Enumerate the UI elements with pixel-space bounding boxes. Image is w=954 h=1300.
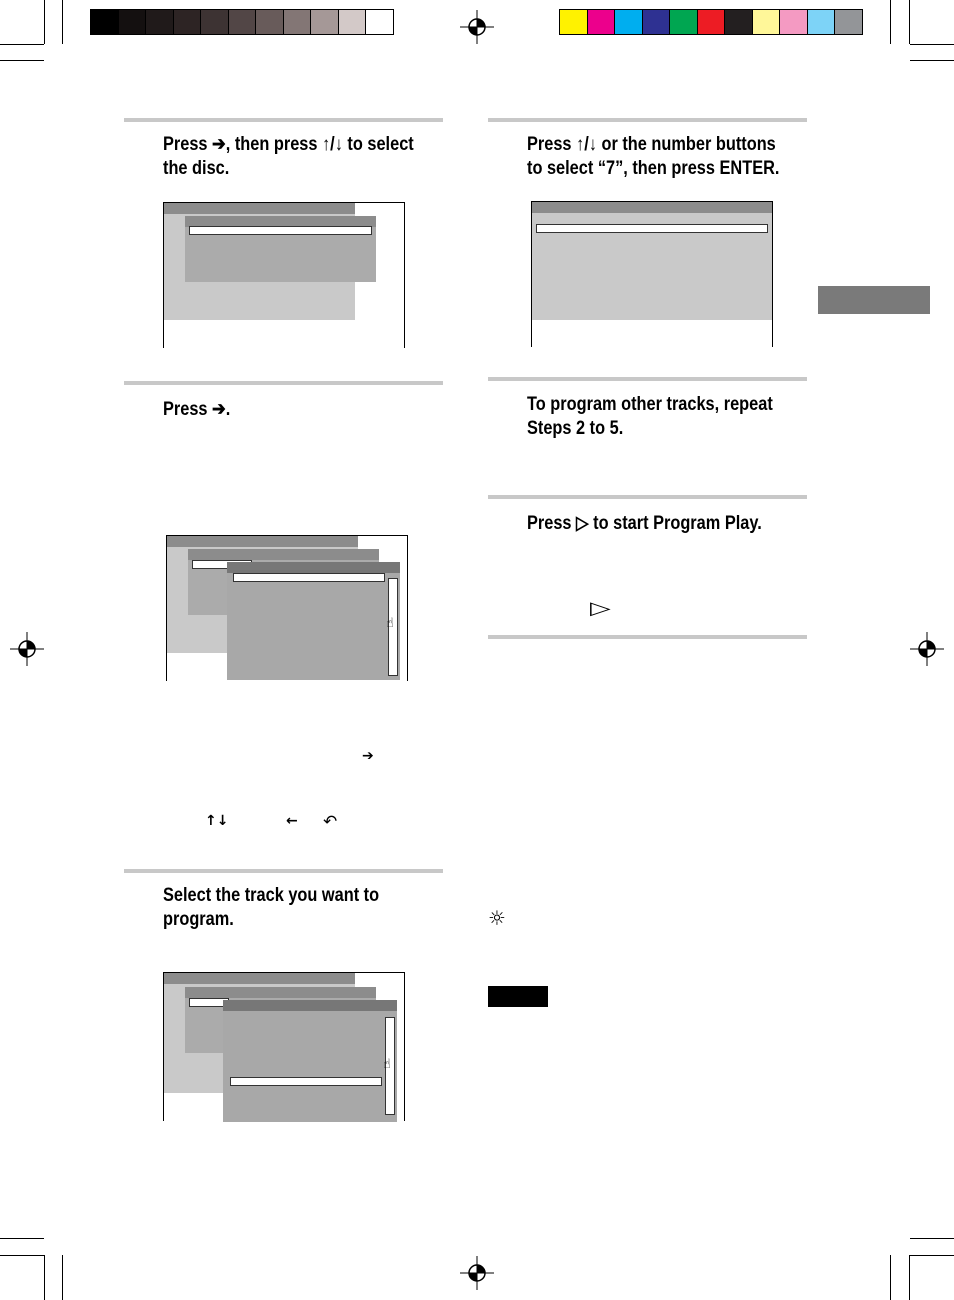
osd-screen-disc-select xyxy=(163,202,405,348)
heading-line: To program other tracks, repeat xyxy=(527,394,773,415)
color-swatch xyxy=(119,10,146,34)
play-icon: ▷ xyxy=(590,598,611,619)
heading-line: the disc. xyxy=(163,158,230,179)
hand-icon: ☝ xyxy=(386,616,394,631)
step-rule-right-3 xyxy=(488,495,807,499)
heading-line: Steps 2 to 5. xyxy=(527,418,624,439)
heading-line: Press ➔, then press ↑/↓ to select xyxy=(163,134,414,155)
heading-line: Press ➔. xyxy=(163,399,231,420)
color-swatch xyxy=(808,10,835,34)
color-swatch xyxy=(780,10,807,34)
heading-line: program. xyxy=(163,909,234,930)
osd-highlight-row xyxy=(536,224,768,233)
step-heading-select-track xyxy=(163,884,379,932)
osd-screen-program-list xyxy=(531,201,773,347)
heading-line: Select the track you want to xyxy=(163,885,380,906)
up-down-arrow-icon: ↑↓ xyxy=(205,813,229,829)
color-swatch xyxy=(725,10,752,34)
color-swatch xyxy=(835,10,862,34)
step-heading-start-play xyxy=(527,512,762,536)
section-tab xyxy=(818,286,930,314)
color-swatch xyxy=(256,10,283,34)
color-swatch xyxy=(311,10,338,34)
step-rule-left-1 xyxy=(124,118,443,122)
step-heading-select-disc xyxy=(163,133,414,181)
step-heading-select-number xyxy=(527,133,779,181)
step-rule-right-1 xyxy=(488,118,807,122)
registration-mark-left xyxy=(10,632,44,666)
color-swatch xyxy=(698,10,725,34)
hint-icon: ☼ xyxy=(488,906,506,930)
step-heading-repeat xyxy=(527,393,773,441)
color-swatch xyxy=(615,10,642,34)
heading-line: Press ↑/↓ or the number buttons xyxy=(527,134,776,155)
color-swatch xyxy=(91,10,118,34)
color-swatch xyxy=(588,10,615,34)
step-rule-left-3 xyxy=(124,869,443,873)
color-swatch xyxy=(753,10,780,34)
step-rule-left-2 xyxy=(124,381,443,385)
osd-screen-track-select xyxy=(163,972,405,1121)
color-swatch xyxy=(146,10,173,34)
registration-mark-right xyxy=(910,632,944,666)
osd-screen-track-list xyxy=(166,535,408,681)
color-swatch xyxy=(339,10,366,34)
left-arrow-icon: ← xyxy=(286,813,298,829)
color-swatch xyxy=(643,10,670,34)
heading-line: to select “7”, then press ENTER. xyxy=(527,158,780,179)
color-swatch xyxy=(366,10,393,34)
step-heading-press-right xyxy=(163,398,230,422)
registration-mark-top xyxy=(460,10,494,44)
color-swatch xyxy=(229,10,256,34)
return-icon: ↶ xyxy=(323,812,338,832)
osd-highlight-row xyxy=(230,1077,382,1086)
hand-icon: ☝ xyxy=(383,1057,391,1072)
color-swatch xyxy=(284,10,311,34)
osd-highlight-row xyxy=(233,573,385,582)
color-swatch xyxy=(670,10,697,34)
color-swatch xyxy=(560,10,587,34)
color-swatch xyxy=(201,10,228,34)
heading-line: Press ▷ to start Program Play. xyxy=(527,513,762,534)
note-label-bar xyxy=(488,986,548,1007)
color-swatch xyxy=(174,10,201,34)
step-rule-right-end xyxy=(488,635,807,639)
osd-highlight-row xyxy=(189,226,372,235)
right-arrow-icon: ➔ xyxy=(362,748,374,764)
step-rule-right-2 xyxy=(488,377,807,381)
registration-mark-bottom xyxy=(460,1256,494,1290)
